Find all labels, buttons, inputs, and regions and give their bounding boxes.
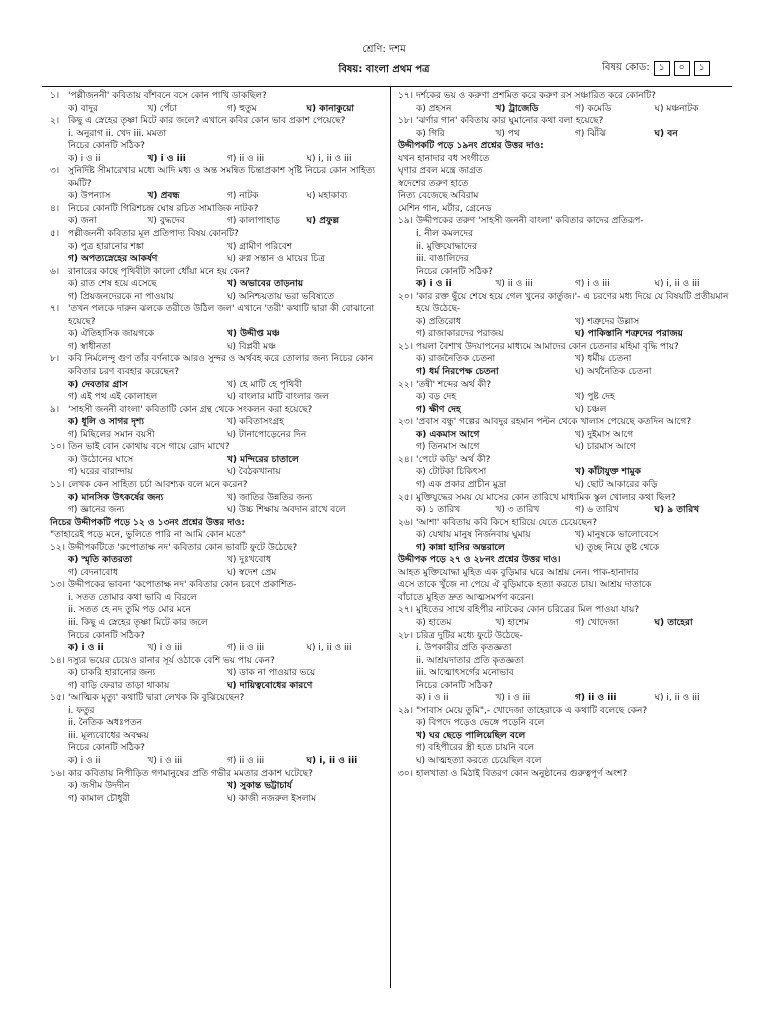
question-number: ৩।	[50, 166, 60, 177]
subject-code	[602, 60, 710, 77]
question-number: ২৯।	[398, 705, 413, 716]
stimulus-line: ঘৃণার প্রবল মন্ত্রে জাগ্রত	[398, 166, 483, 177]
correct-option[interactable]: খ) ঘর ছেড়ে পালিয়েছিল বলে	[416, 730, 526, 741]
stimulus-line: আহত মুক্তিযোদ্ধা মুহিত এক বুড়িমার ঘরে আশ্রয় নেন। পাক-হানাদার	[398, 567, 639, 578]
option[interactable]: খ) ডাক না পাওয়ার ভয়ে	[227, 668, 316, 679]
option[interactable]: ঘ) টানাপোড়েনের দিন	[227, 429, 307, 440]
question-number: ১৭।	[398, 91, 413, 101]
option[interactable]: ঘ) অনিশ্চয়তায় ভরা ভবিষ্যতে	[227, 291, 334, 302]
correct-option[interactable]: খ) সুকান্ত ভট্টাচার্য	[227, 781, 292, 792]
statement: নিচের কোনটি সঠিক?	[416, 680, 493, 691]
option[interactable]: গ) মিছিলের সমান বয়সী	[68, 429, 155, 440]
stimulus-line: নিত্য বেজেছে অবিরাম	[398, 191, 479, 202]
option[interactable]: ক) বড় দেহ	[416, 392, 457, 403]
correct-option[interactable]: ঘ) i, ii ও iii	[306, 755, 358, 766]
question-text: 'পেটে কড়ি' অর্থ কী?	[416, 454, 491, 465]
correct-option[interactable]: ঘ) বন	[654, 128, 678, 139]
option-group	[416, 617, 734, 630]
option[interactable]: ক) ১ তারিখ	[416, 505, 461, 516]
left-column	[50, 90, 386, 805]
correct-option[interactable]: খ) প্রবন্ধ	[147, 191, 180, 202]
question-number: ১৪।	[50, 655, 65, 666]
option-group	[68, 190, 386, 203]
question-text: 'আত্মিক মৃত্যু' কথাটি দ্বারা লেখক কি বুঝিয়েছেন?	[68, 693, 245, 704]
question-text: 'তন্বী' শব্দের অর্থ কী?	[416, 379, 492, 390]
stimulus-heading: নিচের উদ্দীপকটি পড়ে ১২ ও ১৩নং প্রশ্নের উত্তর দাও:	[50, 517, 245, 528]
option-group	[68, 554, 386, 579]
option-group	[416, 128, 734, 141]
option-group	[416, 717, 734, 767]
question-text: কবি নির্মলেন্দু গুণ তাঁর বর্ণনাকে আরও সুন্দর ও অর্থবহ করে তোলার জন্য নিচের কোন কবিতার চরণ ব্যবহার করেছেন?	[68, 354, 374, 378]
question-number: ২৪।	[398, 454, 413, 465]
option[interactable]: গ) বহিপীরের স্ত্রী হতে চায়নি বলে	[416, 743, 535, 754]
correct-option[interactable]: ক) স্মৃতি কাতরতা	[68, 555, 133, 566]
option[interactable]: ক) i ও ii	[68, 153, 101, 164]
question-text: চরিত্র দুটির মধ্যে ফুটে উঠেছে-	[416, 630, 523, 641]
correct-option[interactable]: ক) i ও ii	[68, 643, 104, 654]
question	[398, 604, 734, 629]
option[interactable]: ক) পুত্র হারানোর শঙ্কা	[68, 241, 145, 252]
question-text: তিন ভাই বোন কোথায় বসে গায়ে রোদ মাখে?	[68, 442, 230, 453]
question-text: পল্লীজননী কবিতার মূল প্রতিপাদ্য বিষয় কোনটি?	[68, 229, 239, 240]
option[interactable]: গ) তিনমাস আগে	[416, 442, 480, 453]
statement: নিচের কোনটি সঠিক?	[416, 266, 493, 277]
code-digit: ১	[694, 61, 710, 76]
correct-option[interactable]: ক) দেবতার গ্রাস	[68, 379, 128, 390]
option[interactable]: খ) কবিতাসংগ্রহ	[227, 417, 284, 428]
option[interactable]: গ) রাজাকারদের পরাজয়	[416, 329, 504, 340]
option-group	[416, 278, 734, 291]
question-number: ১৩।	[50, 580, 65, 591]
option[interactable]: ঘ) i, ii ও iii	[306, 643, 352, 654]
question	[50, 303, 386, 353]
option-group	[68, 241, 386, 266]
question	[50, 441, 386, 479]
option[interactable]: গ) হুতুম	[227, 103, 257, 114]
option[interactable]: খ) i ও iii	[147, 643, 183, 654]
question	[398, 416, 734, 454]
option[interactable]: ঘ) i, ii ও iii	[654, 279, 700, 290]
question	[398, 90, 734, 115]
option-group	[68, 278, 386, 303]
correct-option[interactable]: ক) মানসিক উৎকর্ষের জন্য	[68, 492, 164, 503]
option[interactable]: গ) ৬ তারিখ	[575, 505, 619, 516]
correct-option[interactable]: ঘ) ৯ তারিখ	[654, 505, 700, 516]
option-group	[416, 529, 734, 554]
question-number: ১৯।	[398, 216, 413, 227]
stimulus-line: "তাহারেই পড়ে মনে, ভুলিতে পারি না আমি কোন মতে"	[50, 530, 247, 541]
question-text: রানারের কাছে পৃথিবীটা কালো ধোঁয়া মনে হয় কেন?	[68, 266, 250, 277]
option-group	[68, 215, 386, 228]
option[interactable]: ক) রাত শেষ হয়ে এসেছে	[68, 279, 157, 290]
question-text: 'কার রক্ত ছুঁয়ে শেষে হয়ে গেল খুনের কার্তুজ।'- এ চরণের মধ্য দিয়ে যে বিষয়টি প্রতীয়মান হয়ে উঠেছে-	[416, 291, 729, 315]
question-number: ২৩।	[398, 417, 413, 428]
correct-option[interactable]: খ) অভাবের তাড়নায়	[227, 279, 304, 290]
option[interactable]: খ) i ও iii	[495, 693, 531, 704]
stimulus-line: স্বদেশের তরুণ হাতে	[398, 178, 469, 189]
header	[0, 44, 768, 75]
question	[50, 165, 386, 203]
option[interactable]: ঘ) স্বদেশ প্রেম	[227, 567, 277, 578]
question-text: 'সাহসী জননী বাংলা' কবিতাটি কোন গ্রন্থ থেকে সংকলন করা হয়েছে?	[68, 404, 313, 415]
option[interactable]: ঘ) তুচ্ছ নিয়ে তুষ্ট থেকে	[575, 542, 660, 553]
question-number: ৯।	[50, 404, 60, 415]
statement: iii. বাঙালিদের	[416, 254, 469, 265]
option[interactable]: ক) ঐতিহাসিক জায়গকে	[68, 329, 155, 340]
option[interactable]: খ) i ও iii	[147, 755, 183, 766]
option-group	[416, 316, 734, 341]
question	[50, 542, 386, 580]
option-group	[416, 466, 734, 491]
option[interactable]: খ) জাতির উন্নতির জন্য	[227, 492, 313, 503]
option[interactable]: খ) পেঁচা	[147, 103, 178, 114]
question-text: কিছু এ স্নেহের তৃষ্ণা মিটে কার জলে? এখানে কবির কোন ভাব প্রকাশ পেয়েছে?	[68, 116, 346, 127]
question	[398, 215, 734, 290]
class-label: শ্রেণি: দশম	[362, 44, 406, 55]
correct-option[interactable]: ঘ) কানাকুয়ো	[306, 103, 355, 114]
option-group	[416, 103, 734, 116]
question-number: ৮।	[50, 354, 60, 365]
option-group	[68, 454, 386, 479]
option-group	[68, 492, 386, 517]
question	[398, 454, 734, 492]
option[interactable]: ঘ) আত্মহত্যা করতে চেয়েছিল বলে	[416, 755, 542, 766]
question-number: ২২।	[398, 379, 413, 390]
question	[50, 115, 386, 165]
stimulus-line: মেশিন গান, মর্টার, গ্রেনেড	[398, 203, 492, 214]
question	[50, 404, 386, 442]
question	[50, 353, 386, 403]
option[interactable]: গ) ঝিঁঝি	[575, 128, 607, 139]
option[interactable]: গ) জ্ঞানের জন্য	[68, 505, 125, 516]
statement: নিচের কোনটি সঠিক?	[68, 141, 145, 152]
question-number: ৩০।	[398, 768, 413, 779]
right-column	[398, 90, 734, 780]
option[interactable]: ঘ) রুগ্ন সন্তান ও মায়ের চিত্র	[227, 254, 325, 265]
correct-option[interactable]: গ) কান্না হাসির অন্তরালে	[416, 542, 505, 553]
correct-option[interactable]: ক) একমাস আগে	[416, 429, 480, 440]
question	[50, 579, 386, 654]
option-group	[68, 328, 386, 353]
option[interactable]: ক) হাতেম	[416, 617, 452, 628]
option[interactable]: ঘ) বিপ্লবী মঞ্চ	[227, 341, 276, 352]
stimulus-line: যখন হানাদার বধ সংগীতে	[398, 153, 490, 164]
option[interactable]: ঘ) বাংলার মাটি বাংলার জল	[227, 392, 329, 403]
question-number: ২৮।	[398, 630, 413, 641]
option[interactable]: খ) হাশেম	[495, 617, 530, 628]
question	[398, 291, 734, 341]
statement: ii. সতত হে নদ তুমি পড় মোর মনে	[68, 605, 191, 616]
question	[50, 90, 386, 115]
correct-option[interactable]: ঘ) তাহেরা	[654, 617, 693, 628]
option[interactable]: গ) এই পথ এই কোলাহল	[68, 392, 158, 403]
option[interactable]: ক) রাজনৈতিক চেতনা	[416, 354, 496, 365]
question-number: ১।	[50, 91, 60, 101]
correct-option[interactable]: খ) ট্রাজেডি	[495, 103, 539, 114]
option[interactable]: খ) ধর্মীয় চেতনা	[575, 354, 632, 365]
statement: ii. নৈতিক অধঃপতন	[68, 718, 143, 729]
question-text: দস্যুর ভয়ের চেয়েও রানার সূর্য ওঠাকে বেশি ভয় পায় কেন?	[68, 655, 275, 666]
correct-option[interactable]: ঘ) দায়িত্ববোধের কারণে	[227, 680, 313, 691]
option[interactable]: গ) খোদেজা	[575, 617, 619, 628]
statement: ii. আশ্রয়দাতার প্রতি কৃতজ্ঞতা	[416, 655, 524, 666]
option[interactable]: গ) এক প্রকার প্রাচীন মুদ্রা	[416, 479, 507, 490]
option[interactable]: খ) দুঃখবোধ	[227, 555, 271, 566]
option[interactable]: ঘ) অর্থনৈতিক চেতনা	[575, 367, 652, 378]
option[interactable]: খ) ii ও iii	[495, 279, 533, 290]
question-number: ১৮।	[398, 116, 413, 127]
option[interactable]: খ) শত্রুদের উল্লাস	[575, 316, 640, 327]
option[interactable]: ক) উঠোনের ঘাসে	[68, 454, 134, 465]
option-group	[416, 429, 734, 454]
correct-option[interactable]: ক) i ও ii	[416, 279, 452, 290]
question	[50, 203, 386, 228]
question	[398, 517, 734, 555]
statement: iii. আত্মোৎসর্গের মনোভাব	[416, 668, 514, 679]
correct-option[interactable]: ঘ) পাকিস্তানি শত্রুদের পরাজয়	[575, 329, 683, 340]
option[interactable]: ঘ) মহাকাব্য	[306, 191, 348, 202]
option[interactable]: ক) প্রহসন	[416, 103, 452, 114]
question	[398, 115, 734, 140]
correct-option[interactable]: খ) i ও iii	[147, 153, 186, 164]
question-number: ১৬।	[50, 768, 65, 779]
question-number: ৭।	[50, 304, 60, 315]
correct-option[interactable]: খ) মন্দিরের চাতালে	[227, 454, 299, 465]
stimulus-heading: উদ্দীপক পড়ে ২৭ ও ২৮নং প্রশ্নের উত্তর দাও।	[398, 555, 561, 566]
option[interactable]: গ) স্বাধীনতা	[68, 341, 111, 352]
option[interactable]: খ) ৩ তারিখ	[495, 505, 540, 516]
option[interactable]: ঘ) কাজী নজরুল ইসলাম	[227, 793, 317, 804]
option[interactable]: ক) জনা	[68, 216, 97, 227]
question-text: উদ্দীপকের ভাবনা 'কপোতাক্ষ নদ' কবিতার কোন চরণে প্রকাশিত-	[68, 580, 297, 591]
statement: i. নীল কমলদের	[416, 229, 474, 240]
option[interactable]: খ) হে মাটি হে পৃথিবী	[227, 379, 302, 390]
correct-option[interactable]: গ) ii ও iii	[575, 693, 617, 704]
question-number: ১৫।	[50, 693, 65, 704]
question-text: হালখাতা ও মিঠাই বিতরণ কোন অনুষ্ঠানের গুরুত্বপূর্ণ অংশ?	[416, 768, 628, 779]
statement: i. ফতুর	[68, 705, 95, 716]
question-number: ২০।	[398, 291, 413, 302]
statement: i. উপকারীর প্রতি কৃতজ্ঞতা	[416, 643, 512, 654]
option[interactable]: গ) কালাপাহাড়	[227, 216, 280, 227]
option[interactable]: ঘ) উচ্চ শিক্ষায় অবদান রাখে বলে	[227, 505, 346, 516]
question-text: মুক্তিযুদ্ধের সময় যে মাসের কোন তারিখে মাধ্যমিক স্কুল খোলার কথা ছিল?	[416, 492, 676, 503]
option[interactable]: ঘ) i, ii ও iii	[654, 693, 700, 704]
question-number: ১০।	[50, 442, 65, 453]
option[interactable]: খ) পথ	[495, 128, 520, 139]
stimulus-line: বাঁচাতে মুহিত দ্রুত আত্মসমর্পণ করেন।	[398, 592, 534, 603]
question-text: নিচের কোনটি গিরিশচন্দ্র ঘোষ রচিত সামাজিক নাটক?	[68, 203, 259, 214]
option-group	[416, 692, 734, 705]
option[interactable]: ক) প্রতিরোধ	[416, 316, 461, 327]
statement: i. অনুরাগ ii. খেদ iii. মমতা	[68, 128, 167, 139]
question-text: উদ্দীপকের তরুণ 'সাহসী জননী বাংলা' কবিতার কাদের প্রতিরূপ-	[416, 216, 644, 227]
question-text: 'ঝর্ণার গান' কবিতায় কার ঘুমানোর কথা বলা হয়েছে?	[416, 116, 604, 127]
option[interactable]: ক) যেথায় মানুষ নির্জনবায় ঘুমায়	[416, 530, 531, 541]
question-text: 'তখন পলকে দারুন ঝলকে তরীতে উঠিল জল' এখানে 'তরী' কথাটি দ্বারা কী বোঝানো হয়েছে?	[68, 304, 375, 327]
option[interactable]: গ) বাড়ি ফেরার তাড়া থাকায়	[68, 680, 170, 691]
statement: i. সতত তোমার কথা ভাবি এ বিরলে	[68, 592, 197, 603]
correct-option[interactable]: ঘ) প্রফুল্ল	[306, 216, 340, 227]
option-group	[416, 391, 734, 416]
option[interactable]: ক) বিপদে পড়েও ভেঙ্গে পড়েনি বলে	[416, 718, 545, 729]
correct-option[interactable]: খ) উদ্দীপ্ত মঞ্চ	[227, 329, 280, 340]
option-group	[68, 416, 386, 441]
option-group	[68, 667, 386, 692]
option-group	[416, 504, 734, 517]
option[interactable]: ক) i ও ii	[416, 693, 449, 704]
option[interactable]: খ) দুইমাস আগে	[575, 429, 634, 440]
option[interactable]: ক) বাদুর	[68, 103, 98, 114]
code-digit: ১	[654, 61, 670, 76]
option[interactable]: ক) i ও ii	[68, 755, 101, 766]
question-number: ২।	[50, 116, 60, 127]
option[interactable]: গ) i ও iii	[575, 279, 610, 290]
option-group	[68, 642, 386, 655]
question	[50, 479, 386, 517]
question-number: ২৭।	[398, 605, 413, 616]
question	[50, 692, 386, 767]
header-rule	[42, 86, 732, 87]
question-number: ২১।	[398, 341, 413, 352]
question-number: ২৫।	[398, 492, 413, 503]
code-digit: ০	[674, 61, 690, 76]
correct-option[interactable]: খ) কাঁটাযুক্ত শামুক	[575, 467, 641, 478]
question-number: ৪।	[50, 203, 60, 214]
option[interactable]: ক) টোটকা চিকিৎসা	[416, 467, 487, 478]
option[interactable]: গ) ii ও iii	[227, 643, 265, 654]
question	[398, 768, 734, 781]
question-text: 'প্রবাস বন্ধু' গল্পের আবদুর রহমান পল্টন থেকে খালাস পেয়েছে কতদিন আগে?	[416, 417, 692, 428]
option-group	[68, 153, 386, 166]
statement: নিচের কোনটি সঠিক?	[68, 743, 145, 754]
option[interactable]: ঘ) বৈঠকখানায়	[227, 467, 281, 478]
question-number: ৬।	[50, 266, 60, 277]
statement: ii. মুক্তিযোদ্ধাদের	[416, 241, 477, 252]
question-number: ১১।	[50, 479, 65, 490]
correct-option[interactable]: গ) অপত্যস্নেহের আকর্ষণ	[68, 254, 158, 265]
option[interactable]: ঘ) ছোট আকারের কড়ি	[575, 479, 658, 490]
question-text: লেখক কেন সাহিত্য চর্চা আবশ্যক বলে মনে করেন?	[68, 479, 248, 490]
option-group	[68, 379, 386, 404]
option[interactable]: গ) ঘরের বারান্দায়	[68, 467, 133, 478]
option[interactable]: গ) ii ও iii	[227, 755, 265, 766]
question-number: ১২।	[50, 542, 65, 553]
question-number: ৫।	[50, 229, 60, 240]
option[interactable]: খ) বুদ্ধদেব	[147, 216, 185, 227]
option[interactable]: গ) কমেডি	[575, 103, 612, 114]
option[interactable]: ক) গিরি	[416, 128, 445, 139]
question	[398, 630, 734, 705]
option[interactable]: ক) উপন্যাস	[68, 191, 111, 202]
statement: iii. কিছু এ স্নেহের তৃষ্ণা মিটে কার জলে	[68, 617, 208, 628]
option[interactable]: গ) প্রিয়জনদেরকে না পাওয়ায়	[68, 291, 174, 302]
option[interactable]: ঘ) i, ii ও iii	[306, 153, 352, 164]
option[interactable]: গ) কামাল চৌধুরী	[68, 793, 131, 804]
correct-option[interactable]: গ) ক্ষীণ দেহ	[416, 404, 461, 415]
option-group	[68, 755, 386, 768]
option[interactable]: খ) গ্রামীণ পরিবেশ	[227, 241, 293, 252]
option[interactable]: গ) নাটক	[227, 191, 259, 202]
question-text: উদ্দীপকটিতে 'কপোতাক্ষ নদ' কবিতার কোন ভাবটি ফুটে উঠেছে?	[68, 542, 298, 553]
option[interactable]: ক) জসীম উদদীন	[68, 781, 130, 792]
question	[398, 379, 734, 417]
question	[50, 266, 386, 304]
question-text: কার কবিতায় নিপীড়িত গণমানুষের প্রতি গভীর মমতার প্রকাশ ঘটেছে?	[68, 768, 313, 779]
statement: নিচের কোনটি সঠিক?	[68, 630, 145, 641]
question	[398, 341, 734, 379]
subject-code-label: বিষয় কোড:	[602, 62, 650, 73]
question	[398, 705, 734, 768]
question	[398, 492, 734, 517]
statement: iii. মূল্যবোধের অবক্ষয়	[68, 730, 149, 741]
stimulus-line: এসে তাকে খুঁজে না পেয়ে ঐ বুড়িমাকে হত্যা করতে চায়। আশ্রয় দাতাকে	[398, 580, 652, 591]
question-text: দর্শকের ভয় ও করুণা প্রশমিত করে করুণ রস সঞ্চারিত করে কোনটি?	[416, 91, 656, 101]
option-group	[416, 353, 734, 378]
option[interactable]: ঘ) মঞ্চনাটক	[654, 103, 699, 114]
option-group	[68, 780, 386, 805]
stimulus-heading: উদ্দীপকটি পড়ে ১৯নং প্রশ্নের উত্তর দাও:	[398, 141, 544, 152]
question-text: মুহিতের সাথে বহিপীর নাটকের কোন চরিত্রের মিল পাওয়া যায়?	[416, 605, 640, 616]
correct-option[interactable]: গ) ধর্ম নিরপেক্ষ চেতনা	[416, 367, 499, 378]
question	[50, 655, 386, 693]
option[interactable]: খ) পুষ্ট দেহ	[575, 392, 615, 403]
option[interactable]: ক) চাকরি হারানোর জন্য	[68, 668, 156, 679]
option[interactable]: গ) ii ও iii	[227, 153, 265, 164]
subject-title: বিষয়: বাংলা প্রথম পত্র	[338, 64, 430, 75]
question-text: 'আশা' কবিতায় কবি কিসে হারিয়ে যেতে চেয়েছেন?	[416, 517, 598, 528]
option-group	[68, 103, 386, 116]
column-divider	[390, 86, 391, 988]
question	[50, 768, 386, 806]
option[interactable]: গ) বেদনাবোধ	[68, 567, 118, 578]
option[interactable]: ঘ) চারমাস আগে	[575, 442, 636, 453]
option[interactable]: খ) মানুষকে ভালোবেসে	[575, 530, 659, 541]
question-text: পয়লা বৈশাখ উদযাপনের মাধ্যমে আমাদের কোন চেতনার মহিমা বৃদ্ধি পায়?	[416, 341, 679, 352]
correct-option[interactable]: ক) ধূলি ও সাগর দৃশ্য	[68, 417, 144, 428]
question-text: 'পল্লীজননী' কবিতায় বাঁশবনে বসে কোন পাখি ডাকছিল?	[68, 91, 267, 101]
question-number: ২৬।	[398, 517, 413, 528]
option[interactable]: ঘ) চঞ্চল	[575, 404, 607, 415]
question-text: সুনির্দিষ্ট সীমারেখার মধ্যে আদি মধ্য ও অন্ত সমন্বিত চিন্তাপ্রকাশ সৃষ্টি নিচের কোন সাহিত্য কর্মটি?	[68, 166, 376, 189]
question-text: "সাবাস মেয়ে তুমি",- খোদেজা তাহেরাকে এ কথাটি বলেছে কেন?	[416, 705, 648, 716]
question	[50, 228, 386, 266]
